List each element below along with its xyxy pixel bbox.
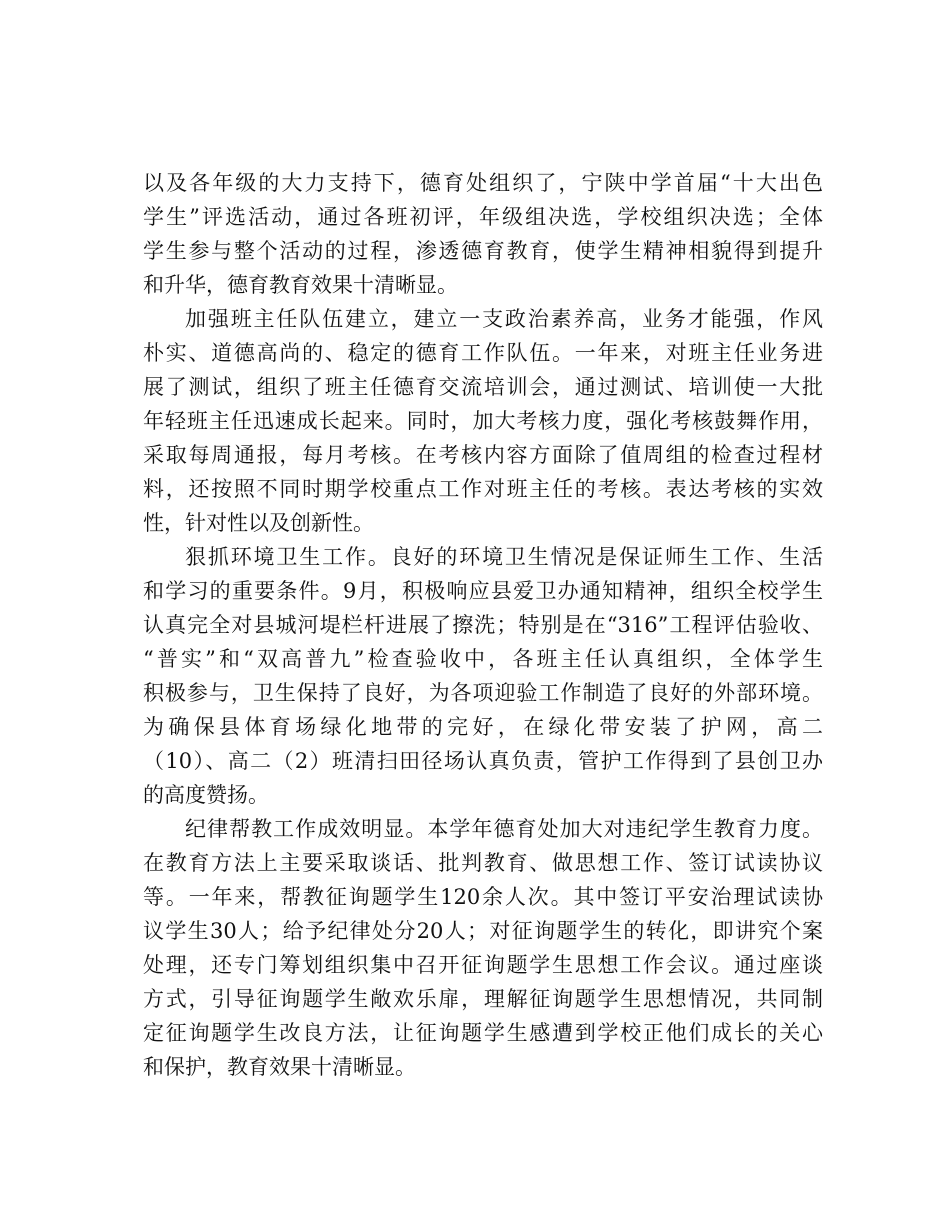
text-line: 采取每周通报，每月考核。在考核内容方面除了值周组的检查过程材 (143, 443, 823, 467)
text-line: 性，针对性以及创新性。 (143, 511, 374, 535)
text-line: 的高度赞扬。 (143, 783, 269, 807)
text-line: 和升华，德育教育效果十清晰显。 (143, 273, 458, 297)
text-line: 为确保县体育场绿化地带的完好，在绿化带安装了护网，高二 (143, 715, 823, 739)
paragraph (143, 540, 823, 812)
text-line: 料，还按照不同时期学校重点工作对班主任的考核。表达考核的实效 (143, 477, 823, 501)
text-line: 和保护，教育效果十清晰显。 (143, 1055, 416, 1079)
text-line: 纪律帮教工作成效明显。本学年德育处加大对违纪学生教育力度。 (185, 817, 823, 841)
document-page (143, 166, 823, 1084)
paragraph (143, 302, 823, 540)
text-line: 以及各年级的大力支持下，德育处组织了，宁陕中学首届“十大出色 (143, 171, 823, 195)
text-line: 年轻班主任迅速成长起来。同时，加大考核力度，强化考核鼓舞作用， (143, 409, 823, 433)
text-line: 认真完全对县城河堤栏杆进展了擦洗；特别是在“316”工程评估验收、 (143, 613, 823, 637)
text-line: 方式，引导征询题学生敞欢乐扉，理解征询题学生思想情况，共同制 (143, 987, 823, 1011)
text-line: 学生参与整个活动的过程，渗透德育教育，使学生精神相貌得到提升 (143, 239, 823, 263)
paragraph (143, 812, 823, 1084)
text-line: 在教育方法上主要采取谈话、批判教育、做思想工作、签订试读协议 (143, 851, 823, 875)
text-line: “普实”和“双高普九”检查验收中，各班主任认真组织，全体学生 (143, 647, 823, 671)
text-line: 展了测试，组织了班主任德育交流培训会，通过测试、培训使一大批 (143, 375, 823, 399)
paragraph (143, 166, 823, 302)
text-line: 积极参与，卫生保持了良好，为各项迎验工作制造了良好的外部环境。 (143, 681, 823, 705)
text-line: 处理，还专门筹划组织集中召开征询题学生思想工作会议。通过座谈 (143, 953, 823, 977)
text-line: 和学习的重要条件。9月，积极响应县爱卫办通知精神，组织全校学生 (143, 579, 823, 603)
text-line: 议学生30人；给予纪律处分20人；对征询题学生的转化，即讲究个案 (143, 919, 823, 943)
text-line: 定征询题学生改良方法，让征询题学生感遭到学校正他们成长的关心 (143, 1021, 823, 1045)
text-line: 等。一年来，帮教征询题学生120余人次。其中签订平安治理试读协 (143, 885, 823, 909)
text-line: 朴实、道德高尚的、稳定的德育工作队伍。一年来，对班主任业务进 (143, 341, 823, 365)
text-line: 狠抓环境卫生工作。良好的环境卫生情况是保证师生工作、生活 (185, 545, 823, 569)
text-line: 学生”评选活动，通过各班初评，年级组决选，学校组织决选；全体 (143, 205, 823, 229)
text-line: 加强班主任队伍建立，建立一支政治素养高，业务才能强，作风 (185, 307, 823, 331)
text-line: （10）、高二（2）班清扫田径场认真负责，管护工作得到了县创卫办 (143, 749, 823, 773)
